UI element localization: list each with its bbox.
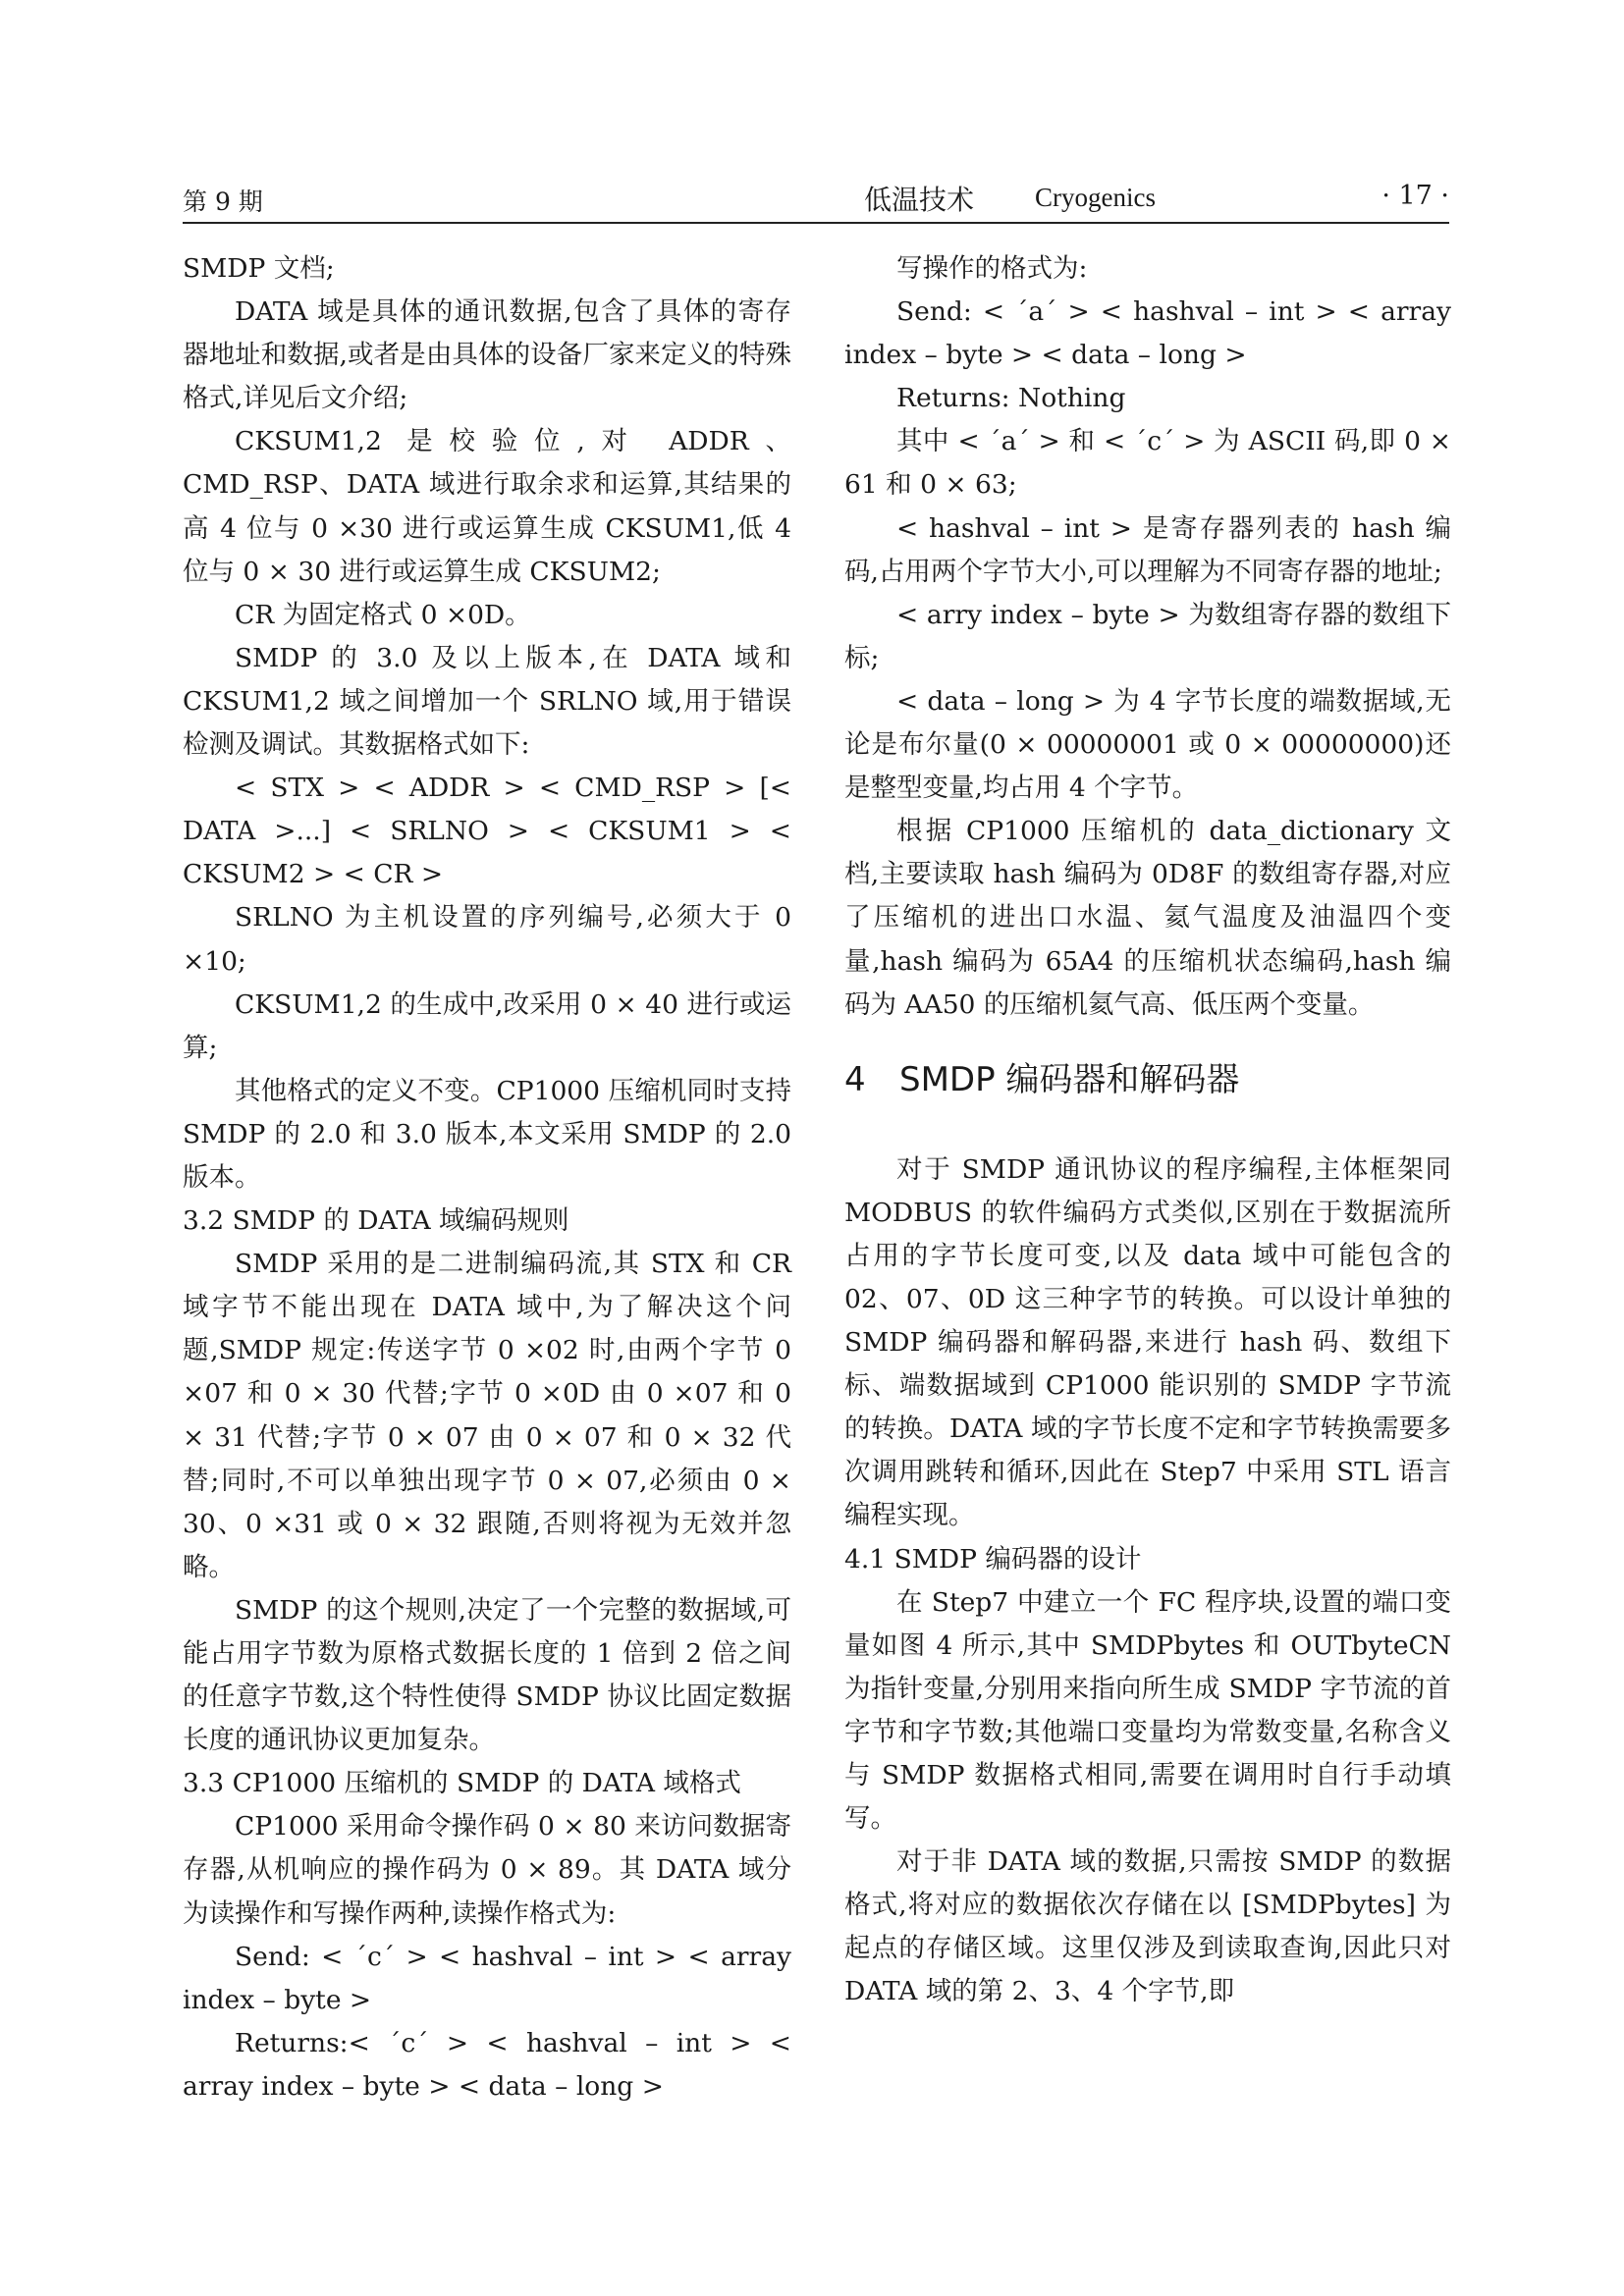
paragraph: 写操作的格式为: bbox=[896, 253, 1088, 284]
paragraph: CP1000 采用命令操作码 0 × 80 来访问数据寄存器,从机响应的操作码为 0 × 89。其 DATA 域分为读操作和写操作两种,读操作格式为: bbox=[183, 1811, 791, 1929]
journal-title-en: Cryogenics bbox=[1035, 183, 1156, 212]
paragraph: 其他格式的定义不变。CP1000 压缩机同时支持 SMDP 的 2.0 和 3.0 版本,本文采用 SMDP 的 2.0 版本。 bbox=[183, 1075, 791, 1193]
running-header bbox=[183, 175, 1449, 224]
paragraph: CKSUM1,2 的生成中,改采用 0 × 40 进行或运算; bbox=[183, 988, 791, 1063]
code-format-line: Returns:< ´c´ > < hashval – int > < array index – byte > < data – long > bbox=[183, 2027, 791, 2102]
paragraph: SMDP 文档; bbox=[183, 253, 335, 284]
right-column bbox=[844, 247, 1451, 2014]
paragraph: SMDP 采用的是二进制编码流,其 STX 和 CR 域字节不能出现在 DATA 域中,为了解决这个问题,SMDP 规定:传送字节 0 ×02 时,由两个字节 0 ×07 和 0 × 30 代替;字节 0 ×0D 由 0 ×07 和 0 × 31 代替;字节 0 × 07 由 0 × 07 和 0 × 32 代替;同时,不可以单独出现字节 0 × 07,必须由 0 × 30、0 ×31 或 0 × 32 跟随,否则将视为无效并忽略。 bbox=[183, 1249, 791, 1582]
left-column bbox=[183, 247, 791, 2109]
issue-number: 第 9 期 bbox=[183, 187, 263, 216]
code-format-line: Send: < ´a´ > < hashval – int > < array index – byte > < data – long > bbox=[844, 296, 1451, 371]
paragraph: CKSUM1,2 是校验位,对 ADDR、CMD_RSP、DATA 域进行取余求和运算,其结果的高 4 位与 0 ×30 进行或运算生成 CKSUM1,低 4 位与 0 × 30 进行或运算生成 CKSUM2; bbox=[183, 426, 791, 587]
paragraph: 其中 < ´a´ > 和 < ´c´ > 为 ASCII 码,即 0 × 61 和 0 × 63; bbox=[844, 426, 1451, 501]
code-format-line: Returns: Nothing bbox=[896, 383, 1126, 414]
paragraph: 对于 SMDP 通讯协议的程序编程,主体框架同 MODBUS 的软件编码方式类似,区别在于数据流所占用的字节长度可变,以及 data 域中可能包含的 02、07、0D 这三种字节的转换。可以设计单独的 SMDP 编码器和解码器,来进行 hash 码、数组下标、端数据域到 CP1000 能识别的 SMDP 字节流的转换。DATA 域的字节长度不定和字节转换需要多次调用跳转和循环,因此在 Step7 中采用 STL 语言编程实现。 bbox=[844, 1153, 1451, 1531]
paragraph: SMDP 的 3.0 及以上版本,在 DATA 域和 CKSUM1,2 域之间增加一个 SRLNO 域,用于错误检测及调试。其数据格式如下: bbox=[183, 642, 791, 761]
section-subheading: 3.2 SMDP 的 DATA 域编码规则 bbox=[183, 1205, 569, 1237]
code-format-line: Send: < ´c´ > < hashval – int > < array index – byte > bbox=[183, 1941, 791, 2015]
code-format-line: < STX > < ADDR > < CMD_RSP > [< DATA >...] < SRLNO > < CKSUM1 > < CKSUM2 > < CR > bbox=[183, 773, 791, 890]
paragraph: < hashval – int > 是寄存器列表的 hash 编码,占用两个字节大小,可以理解为不同寄存器的地址; bbox=[844, 512, 1451, 587]
paragraph: 根据 CP1000 压缩机的 data_dictionary 文档,主要读取 hash 编码为 0D8F 的数组寄存器,对应了压缩机的进出口水温、氦气温度及油温四个变量,hash 编码为 65A4 的压缩机状态编码,hash 编码为 AA50 的压缩机氦气高、低压两个变量。 bbox=[844, 816, 1451, 1020]
paragraph: 对于非 DATA 域的数据,只需按 SMDP 的数据格式,将对应的数据依次存储在以 [SMDPbytes] 为起点的存储区域。这里仅涉及到读取查询,因此只对 DATA 域的第 2、3、4 个字节,即 bbox=[844, 1846, 1451, 2007]
paragraph: DATA 域是具体的通讯数据,包含了具体的寄存器地址和数据,或者是由具体的设备厂家来定义的特殊格式,详见后文介绍; bbox=[183, 296, 791, 414]
section-number: 4 bbox=[844, 1059, 866, 1099]
page-number: · 17 · bbox=[1381, 181, 1449, 211]
section-subheading: 3.3 CP1000 压缩机的 SMDP 的 DATA 域格式 bbox=[183, 1768, 741, 1799]
journal-title-cn: 低温技术 bbox=[864, 184, 975, 216]
paragraph: SRLNO 为主机设置的序列编号,必须大于 0 ×10; bbox=[183, 902, 791, 977]
section-heading bbox=[844, 1054, 1451, 1105]
section-subheading: 4.1 SMDP 编码器的设计 bbox=[844, 1543, 1142, 1575]
paragraph: < arry index – byte > 为数组寄存器的数组下标; bbox=[844, 599, 1451, 673]
paragraph: SMDP 的这个规则,决定了一个完整的数据域,可能占用字节数为原格式数据长度的 1 倍到 2 倍之间的任意字节数,这个特性使得 SMDP 协议比固定数据长度的通讯协议更加复杂。 bbox=[183, 1594, 791, 1756]
paragraph: CR 为固定格式 0 ×0D。 bbox=[235, 599, 531, 630]
section-title: SMDP 编码器和解码器 bbox=[899, 1059, 1240, 1099]
paragraph: < data – long > 为 4 字节长度的端数据域,无论是布尔量(0 × 00000001 或 0 × 00000000)还是整型变量,均占用 4 个字节。 bbox=[844, 685, 1451, 804]
paragraph: 在 Step7 中建立一个 FC 程序块,设置的端口变量如图 4 所示,其中 SMDPbytes 和 OUTbyteCN 为指针变量,分别用来指向所生成 SMDP 字节流的首字节和字节数;其他端口变量均为常数变量,名称含义与 SMDP 数据格式相同,需要在调用时自行手动填写。 bbox=[844, 1586, 1451, 1835]
